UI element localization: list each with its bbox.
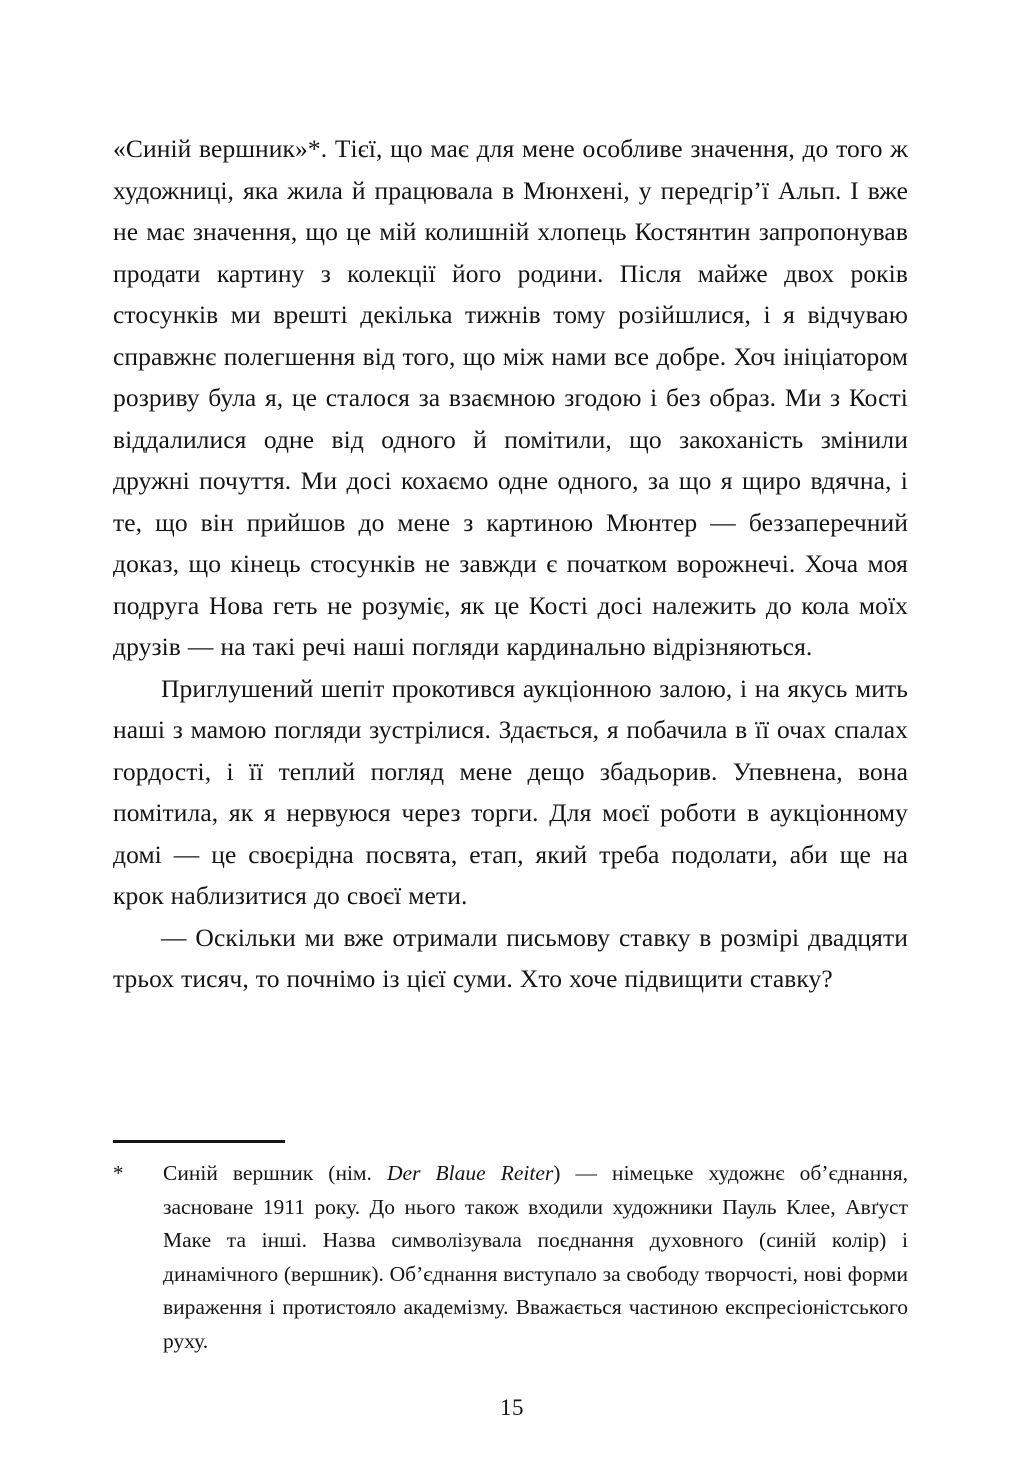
footnote-text-after-italic: ) — німецьке художнє об’єднання, засноване 1911 року. До нього також входили художники Пауль Клее, Авґуст Маке та інші. Назва символізувала поєднання духовного (синій колір) і динамічного (вершник). Об’єднання виступало за свободу творчості, нові форми вираження і протистояло академізму. Вважається частиною експресіоністського руху. bbox=[163, 1161, 908, 1353]
footnote-text-before-italic: Синій вершник (нім. bbox=[163, 1161, 387, 1185]
page-text-body bbox=[113, 128, 908, 1000]
footnote-marker: * bbox=[113, 1161, 124, 1185]
footnote-section bbox=[113, 1140, 908, 1358]
paragraph-continued: «Синій вершник»*. Тієї, що має для мене особливе значення, до того ж художниці, яка жила й працювала в Мюнхені, у передгір’ї Альп. І вже не має значення, що це мій колишній хлопець Костянтин запропонував продати картину з колекції його родини. Після майже двох років стосунків ми врешті декілька тижнів тому розійшлися, і я відчуваю справжнє полегшення від того, що між нами все добре. Хоч ініціатором розриву була я, це сталося за взаємною згодою і без образ. Ми з Кості віддалилися одне від одного й помітили, що закоханість змінили дружні почуття. Ми досі кохаємо одне одного, за що я щиро вдячна, і те, що він прийшов до мене з картиною Мюнтер — беззаперечний доказ, що кінець стосунків не завжди є початком ворожнечі. Хоча моя подруга Нова геть не розуміє, як це Кості досі належить до кола моїх друзів — на такі речі наші погляди кардинально відрізняються. bbox=[113, 134, 908, 661]
footnote-italic-title: Der Blaue Reiter bbox=[387, 1161, 554, 1185]
paragraph-whisper: Приглушений шепіт прокотився аукціонною залою, і на якусь мить наші з мамою погляди зустрілися. Здається, я побачила в її очах спалах гордості, і її теплий погляд мене дещо збадьорив. Упевнена, вона помітила, як я нервуюся через торги. Для моєї роботи в аукціонному домі — це своєрідна посвята, етап, який треба подолати, аби ще на крок наблизитися до своєї мети. bbox=[113, 673, 908, 910]
paragraph-dialogue: — Оскільки ми вже отримали письмову ставку в розмірі двадцяти трьох тисяч, то почнімо із цієї суми. Хто хоче підвищити ставку? bbox=[113, 922, 908, 993]
footnote-entry bbox=[113, 1157, 908, 1358]
page-number: 15 bbox=[500, 1395, 524, 1420]
footnote-text bbox=[163, 1157, 908, 1358]
footnote-separator-rule bbox=[113, 1140, 285, 1143]
